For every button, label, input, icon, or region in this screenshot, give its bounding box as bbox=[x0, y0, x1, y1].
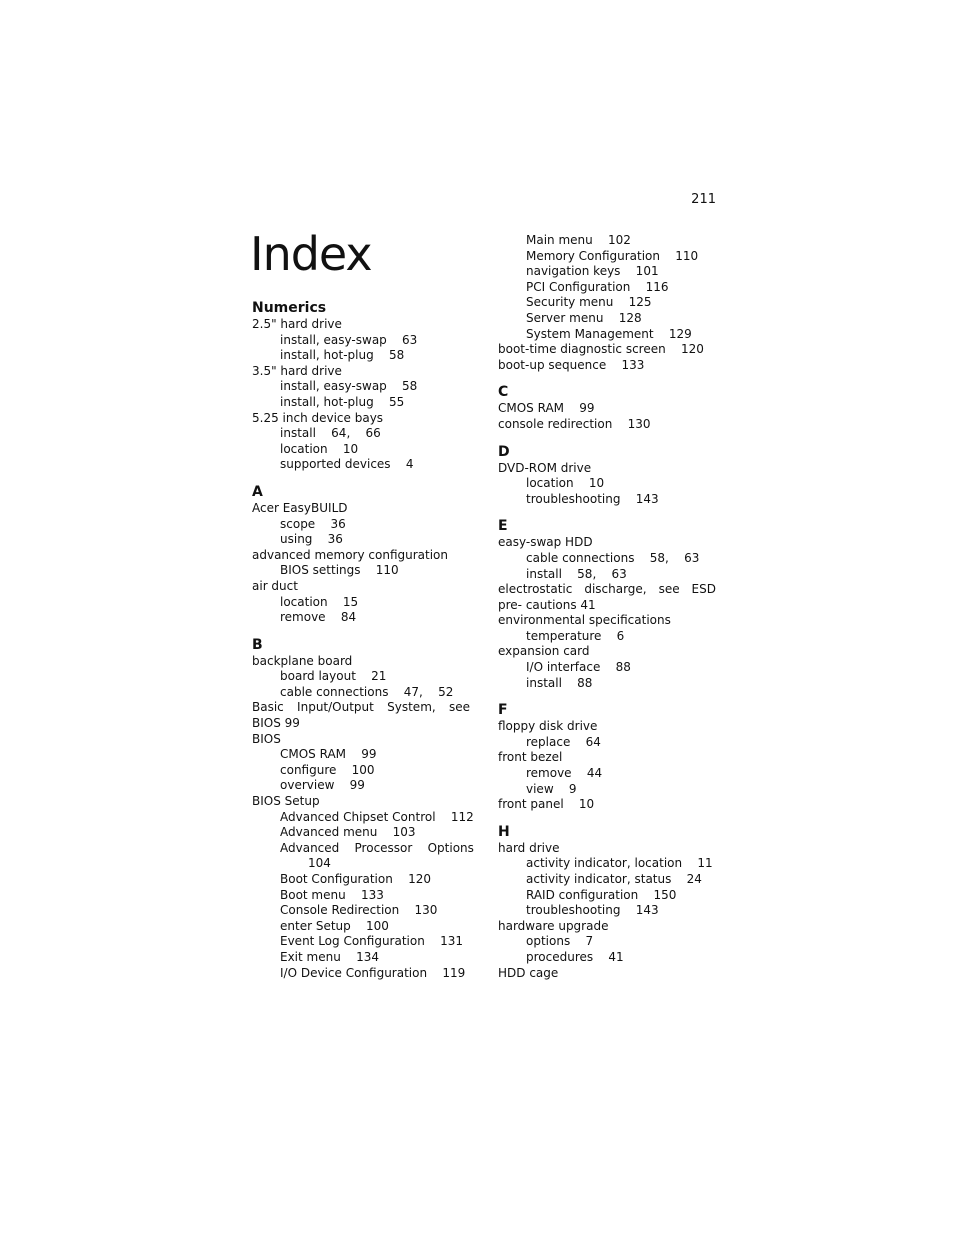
index-subentry: BIOS settings 110 bbox=[280, 563, 399, 578]
index-section-heading: B bbox=[252, 636, 263, 653]
index-subentry: using 36 bbox=[280, 532, 343, 547]
index-subentry: location 10 bbox=[280, 441, 359, 456]
index-subentry: install, hot-plug 58 bbox=[280, 348, 405, 363]
index-subentry: install 88 bbox=[526, 675, 593, 690]
index-subentry: Boot menu 133 bbox=[280, 887, 384, 902]
index-subentry: cable connections 47, 52 bbox=[280, 684, 454, 699]
index-subentry: troubleshooting 143 bbox=[526, 903, 659, 918]
index-subentry: Console Redirection 130 bbox=[280, 903, 438, 918]
index-subentry: System Management 129 bbox=[526, 326, 692, 341]
index-subentry: RAID configuration 150 bbox=[526, 887, 677, 902]
page-title: Index bbox=[250, 227, 372, 281]
index-subentry: Boot Configuration 120 bbox=[280, 872, 431, 886]
index-subentry: overview 99 bbox=[280, 778, 365, 793]
index-subentry: Advanced Chipset Control 112 bbox=[280, 809, 474, 824]
index-subentry: Memory Configuration 110 bbox=[526, 248, 699, 263]
index-subentry: remove 44 bbox=[526, 766, 603, 781]
index-subentry: install 64, 66 bbox=[280, 426, 381, 441]
index-subentry-page: 104 bbox=[308, 856, 331, 871]
index-entry: BIOS bbox=[252, 731, 281, 746]
index-subentry: Server menu 128 bbox=[526, 310, 642, 325]
index-subentry: remove 84 bbox=[280, 610, 357, 625]
index-column-right bbox=[498, 233, 716, 981]
index-subentry: Main menu 102 bbox=[526, 233, 631, 247]
index-entry: advanced memory configuration bbox=[252, 547, 448, 562]
index-subentry: activity indicator, location 11 bbox=[526, 856, 713, 871]
page-number: 211 bbox=[691, 192, 716, 207]
index-entry: HDD cage bbox=[498, 965, 559, 980]
index-subentry: location 10 bbox=[526, 476, 605, 491]
index-subentry: board layout 21 bbox=[280, 669, 387, 684]
index-entry: hardware upgrade bbox=[498, 918, 609, 933]
index-subentry: install, easy-swap 63 bbox=[280, 332, 418, 347]
index-entry: 3.5" hard drive bbox=[252, 363, 342, 378]
index-subentry: navigation keys 101 bbox=[526, 264, 659, 279]
index-section-heading: C bbox=[498, 384, 509, 401]
index-section-heading: D bbox=[498, 443, 510, 460]
index-subentry: Security menu 125 bbox=[526, 295, 652, 310]
index-subentry: I/O interface 88 bbox=[526, 660, 631, 675]
index-entry: Basic Input/Output System, see BIOS 99 bbox=[252, 700, 470, 731]
index-entry: easy-swap HDD bbox=[498, 535, 593, 550]
index-entry: floppy disk drive bbox=[498, 719, 598, 734]
index-entry: BIOS Setup bbox=[252, 794, 320, 809]
index-entry: front panel 10 bbox=[498, 797, 595, 812]
index-subentry: I/O Device Configuration 119 bbox=[280, 965, 466, 980]
index-subentry: install, easy-swap 58 bbox=[280, 379, 418, 394]
index-subentry bbox=[252, 840, 474, 872]
index-subentry: options 7 bbox=[526, 934, 594, 949]
index-subentry: Event Log Configuration 131 bbox=[280, 934, 463, 949]
index-subentry: cable connections 58, 63 bbox=[526, 550, 700, 565]
index-entry: DVD-ROM drive bbox=[498, 460, 592, 475]
index-entry: air duct bbox=[252, 578, 298, 593]
index-subentry: temperature 6 bbox=[526, 628, 625, 643]
index-subentry: PCI Configuration 116 bbox=[526, 279, 669, 294]
index-subentry: CMOS RAM 99 bbox=[280, 747, 377, 762]
index-subentry: install, hot-plug 55 bbox=[280, 394, 405, 409]
index-section-heading: F bbox=[498, 702, 508, 719]
index-column-left bbox=[252, 300, 474, 981]
index-subentry: procedures 41 bbox=[526, 949, 624, 964]
index-entry: CMOS RAM 99 bbox=[498, 401, 595, 416]
index-entry: boot-time diagnostic screen 120 bbox=[498, 342, 704, 357]
index-entry: console redirection 130 bbox=[498, 416, 651, 431]
index-subentry: enter Setup 100 bbox=[280, 918, 389, 933]
index-entry: boot-up sequence 133 bbox=[498, 357, 645, 372]
index-section-heading: A bbox=[252, 483, 263, 500]
index-subentry-text: Advanced Processor Options bbox=[280, 840, 474, 855]
index-subentry: Exit menu 134 bbox=[280, 949, 379, 964]
index-section-heading: Numerics bbox=[252, 300, 327, 316]
index-entry: environmental specifications bbox=[498, 613, 671, 628]
index-subentry: supported devices 4 bbox=[280, 457, 414, 472]
index-entry: front bezel bbox=[498, 750, 563, 765]
index-section-heading: E bbox=[498, 518, 508, 535]
index-entry: hard drive bbox=[498, 840, 560, 855]
index-subentry: scope 36 bbox=[280, 516, 346, 531]
index-entry: 5.25 inch device bays bbox=[252, 410, 384, 425]
index-entry: 2.5" hard drive bbox=[252, 317, 342, 331]
index-subentry: Advanced menu 103 bbox=[280, 825, 416, 840]
index-subentry: replace 64 bbox=[526, 734, 601, 749]
index-subentry: view 9 bbox=[526, 781, 577, 796]
index-subentry: activity indicator, status 24 bbox=[526, 872, 702, 886]
index-entry: electrostatic discharge, see ESD pre- cautions 41 bbox=[498, 582, 716, 612]
index-entry: expansion card bbox=[498, 644, 590, 659]
index-section-heading: H bbox=[498, 823, 510, 840]
index-entry: Acer EasyBUILD bbox=[252, 500, 348, 515]
index-subentry: install 58, 63 bbox=[526, 566, 627, 581]
index-entry: backplane board bbox=[252, 653, 353, 668]
index-subentry: configure 100 bbox=[280, 762, 375, 777]
index-subentry: location 15 bbox=[280, 594, 359, 609]
index-subentry: troubleshooting 143 bbox=[526, 491, 659, 506]
